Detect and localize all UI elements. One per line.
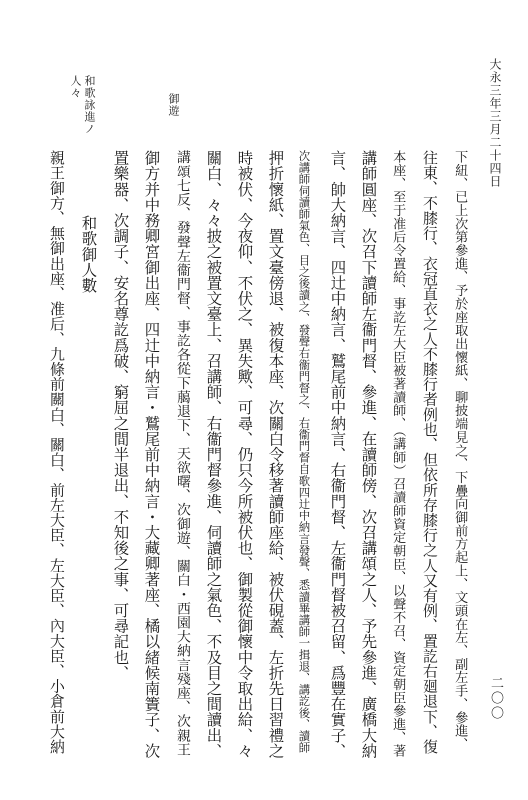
text-column-4: 講師圓座、次召下讀師左衞門督、參進、在讀師傍、次召講頌之人、予先參進、廣橋大納 bbox=[359, 150, 378, 759]
text-column-8: 時被伏、今夜仰、不伏之、異失歟、可尋、仍只今所被伏也、御製從御懷中令取出給、々 bbox=[235, 150, 254, 759]
text-column-5: 言、帥大納言、四辻中納言、鷲尾前中納言、右衞門督、左衞門督被召留、爲豐在實子、 bbox=[328, 150, 347, 759]
text-column-6: 次講師伺讀師氣色、目之後讀之、發聲右衞門督之、右衞門督自歌四辻中納言發聲、悉讀畢講師一揖退、講訖後、讀師 bbox=[297, 150, 312, 754]
text-column-12: 置樂器、次調子、安名尊訖爲破、窮屈之間半退出、不知後之事、可尋記也、 bbox=[111, 150, 130, 681]
text-column-3: 本座、至于准后令置給、事訖左大臣被著讀師、（講師）召讀師資定朝臣、以聲不召、資定朝臣參進、著 bbox=[390, 150, 406, 758]
margin-subtitle-line-2: 人々 bbox=[69, 75, 82, 99]
text-column-11: 御方并中務卿宮御出座、四辻中納言・鷲尾前中納言・大藏卿著座、橘以緒候南簀子、次 bbox=[142, 150, 161, 759]
text-column-7: 押折懷紙、置文臺傍退、被復本座、次關白令移著讀師座給、被伏硯蓋、左折先日習禮之 bbox=[266, 150, 285, 759]
text-column-2: 往東、不膝行、衣冠直衣之人不膝行者例也、但依所存膝行之人又有例、置訖右廻退下、復 bbox=[420, 150, 439, 754]
page-number: 二〇〇 bbox=[488, 676, 503, 721]
margin-section-title: 御遊 bbox=[167, 93, 180, 117]
text-column-13-heading: 和歌御人數 bbox=[79, 215, 98, 293]
margin-subtitle-line-1: 和歌詠進ノ bbox=[83, 75, 96, 135]
page-header-date: 大永三年三月二十四日 bbox=[488, 58, 502, 188]
text-column-10: 講頌七反、發聲左衞門督、事訖各從下﨟退下、天欲曙、次御遊、關白・西園大納言殘座、次親王 bbox=[173, 150, 190, 757]
text-column-14: 親王御方、無御出座、准后、九條前關白、關白、前左大臣、左大臣、內大臣、小倉前大納 bbox=[47, 150, 66, 754]
text-column-1: 下紐、已上次第參進、予於座取出懷紙、聊披端見之、下疊向御前方起上、文頭在左、副左手、參進、 bbox=[452, 150, 468, 751]
text-column-9: 關白、々々披之被置文臺上、召講師、右衞門督參進、伺讀師之氣色、不及目之間讀出、 bbox=[204, 150, 223, 759]
